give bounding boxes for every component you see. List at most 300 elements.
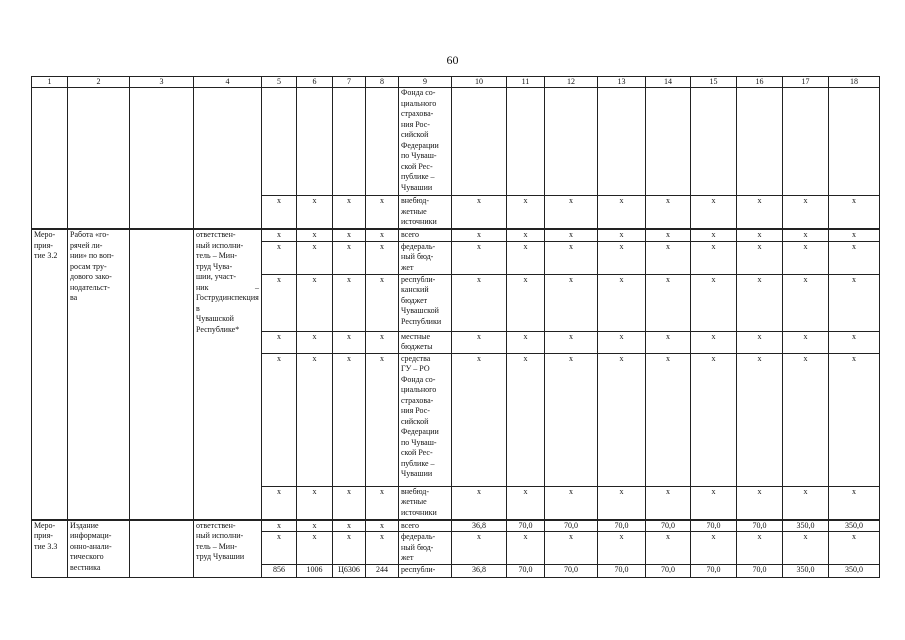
amount-cell [829,520,880,532]
cell-text: 9 [423,77,427,86]
budget-code-cell [333,274,366,331]
responsible-executor [194,229,262,520]
cell-text: x [277,196,281,205]
amount-cell [691,274,737,331]
cell-text: x [619,532,624,541]
cell-text: x [757,196,762,205]
cell-text: x [711,353,716,363]
responsible-executor [194,520,262,578]
amount-cell [507,486,545,520]
column-number-5 [262,77,297,88]
budget-code-cell [366,229,399,241]
cell-text: Издание информаци- онно-анали- тического вестника [70,520,112,572]
cell-text: x [757,353,762,363]
budget-code-cell [262,353,297,486]
amount-cell [598,564,646,577]
cell-text: x [803,331,808,341]
amount-cell [783,229,829,241]
funding-source [399,532,452,565]
cell-text: x [711,532,716,541]
cell-text: x [666,532,670,541]
cell-text: x [312,520,317,530]
cell-text: x [852,241,856,251]
cell-text: x [711,274,716,284]
amount-cell [507,564,545,577]
cell-text: x [711,331,716,341]
cell-text: средства ГУ – РО Фонда со- циального страхова- ния Рос- сийской Федерации по Чуваш- ской Рес- публике – Чувашии [401,353,439,478]
cell-text: x [380,196,384,205]
funding-source [399,229,452,241]
column-number-1 [32,77,68,88]
cell-text: x [666,241,670,251]
cell-text: x [619,196,624,205]
budget-code-cell [333,486,366,520]
cell-text: x [277,532,281,541]
cell-text: x [523,331,528,341]
cell-text: местные бюджеты [401,331,433,351]
amount-cell [737,353,783,486]
cell-text: x [757,241,762,251]
cell-text: 70,0 [518,564,533,574]
amount-cell [737,196,783,230]
cell-text: x [569,331,573,341]
cell-text: x [803,532,808,541]
cell-text: x [619,274,624,284]
amount-cell [507,88,545,196]
cell-text: x [277,331,281,341]
funding-source [399,353,452,486]
budget-code-cell [333,520,366,532]
cell-text: 14 [664,77,672,86]
amount-cell [691,331,737,353]
cell-text: всего [401,230,420,239]
amount-cell [598,353,646,486]
cell-text: 70,0 [564,520,578,530]
cell-text: 350,0 [796,564,815,574]
cell-text: 350,0 [796,520,815,530]
amount-cell [737,274,783,331]
cell-text: x [523,196,528,205]
cell-text: x [569,353,573,363]
header-row [32,77,880,88]
amount-cell [545,532,598,565]
cell-text: 6 [312,77,317,86]
amount-cell [452,532,507,565]
amount-cell [507,331,545,353]
budget-code-cell [297,331,333,353]
budget-code-cell [297,241,333,274]
column-number-8 [366,77,399,88]
table-row [32,88,880,196]
table-row [32,520,880,532]
amount-cell [545,353,598,486]
amount-cell [646,274,691,331]
cell-text: x [757,331,762,341]
amount-cell [737,331,783,353]
cell-text: федераль- ный бюд- жет [401,532,436,562]
amount-cell [691,564,737,577]
cell-text: x [852,196,856,205]
amount-cell [452,274,507,331]
budget-table [31,76,880,578]
cell-text: x [569,274,573,284]
cell-text: республи- канский бюджет Чувашской Республики [401,274,442,326]
cell-text: ответствен- ный исполни- тель – Мин- труд Чува- шии, участ- ник – Гострудинспекция в Чувашской Республике* [196,230,259,334]
amount-cell [545,274,598,331]
budget-code-cell [333,331,366,353]
amount-cell [598,274,646,331]
amount-cell [545,486,598,520]
cell-text: ответствен- ный исполни- тель – Мин- труд Чувашии [196,520,245,561]
amount-cell [598,331,646,353]
cell-text: 4 [225,77,230,86]
column-number-4 [194,77,262,88]
cell-text: 3 [159,77,164,86]
amount-cell [646,486,691,520]
cell-text: x [666,486,670,496]
cell-text: x [523,532,528,541]
amount-cell [737,564,783,577]
column-number-16 [737,77,783,88]
amount-cell [452,520,507,532]
budget-code-cell [366,520,399,532]
cell-text: x [569,241,573,251]
cell-text: федераль- ный бюд- жет [401,241,436,272]
cell-text: x [347,486,351,496]
cell-text: 70,0 [706,564,721,574]
cell-text: x [312,353,317,363]
cell-text: Фонда со- циального страхова- ния Рос- сийской Федерации по Чуваш- ской Рес- публике – Чувашии [401,88,439,192]
cell-text: 2 [96,77,101,86]
column-number-7 [333,77,366,88]
amount-cell [829,331,880,353]
amount-cell [691,241,737,274]
cell-text: 18 [850,77,858,86]
amount-cell [507,196,545,230]
cell-text: x [852,532,856,541]
cell-text: x [711,241,716,251]
cell-text: x [666,230,670,239]
cell-text: x [380,241,384,251]
cell-text: x [852,274,856,284]
budget-code-cell [333,229,366,241]
amount-cell [452,331,507,353]
amount-cell [545,241,598,274]
amount-cell [829,229,880,241]
cell-text: x [477,241,481,251]
cell-text: x [523,353,528,363]
cell-text: x [852,331,856,341]
amount-cell [737,241,783,274]
amount-cell [691,486,737,520]
cell-text: внебюд- жетные источники [401,196,437,226]
amount-cell [829,532,880,565]
cell-text: x [757,532,762,541]
cell-text: x [347,274,351,284]
amount-cell [691,196,737,230]
amount-cell [737,520,783,532]
budget-code-cell [333,241,366,274]
column-number-2 [68,77,130,88]
budget-code-cell [366,274,399,331]
amount-cell [737,532,783,565]
amount-cell [783,353,829,486]
cell-text: x [312,196,317,205]
amount-cell [507,532,545,565]
amount-cell [646,88,691,196]
cell-text: x [666,196,670,205]
budget-code-cell [366,241,399,274]
amount-cell [646,564,691,577]
amount-cell [598,532,646,565]
funding-source [399,196,452,230]
cell-text: 10 [475,77,483,86]
amount-cell [598,196,646,230]
cell-text: x [277,274,281,284]
table-row [32,229,880,241]
amount-cell [646,520,691,532]
cell-text: 5 [277,77,281,86]
cell-text: x [347,241,351,251]
cell-text: x [803,274,808,284]
cell-text: x [619,230,624,239]
cell-text: Меро- прия- тие 3.3 [34,520,58,551]
column-number-3 [130,77,194,88]
cell-text: x [380,230,384,239]
amount-cell [646,229,691,241]
cell-text: x [380,274,384,284]
cell-text: x [523,486,528,496]
budget-code-cell [262,196,297,230]
amount-cell [598,88,646,196]
cell-text: x [347,532,351,541]
cell-text: 70,0 [661,520,675,530]
funding-source [399,564,452,577]
budget-code-cell [262,274,297,331]
cell-text: x [619,353,624,363]
column-number-11 [507,77,545,88]
amount-cell [507,241,545,274]
cell-text: 13 [617,77,626,86]
cell-text: x [380,353,384,363]
budget-code-cell [262,229,297,241]
budget-code-cell [366,532,399,565]
amount-cell [691,88,737,196]
cell-text: x [277,241,281,251]
budget-code-cell [262,88,297,196]
cell-text: республи- [401,564,436,574]
cell-text: x [477,486,481,496]
budget-code-cell [366,353,399,486]
budget-code-cell [333,532,366,565]
cell-text: x [477,532,481,541]
cell-text: x [277,520,281,530]
budget-code-cell [297,486,333,520]
cell-text: 1006 [306,564,323,574]
cell-text: x [312,230,317,239]
amount-cell [545,196,598,230]
cell-text: x [347,331,351,341]
cell-text: x [477,196,481,205]
amount-cell [783,486,829,520]
budget-code-cell [262,241,297,274]
amount-cell [452,196,507,230]
amount-cell [545,564,598,577]
budget-code-cell [297,88,333,196]
amount-cell [691,353,737,486]
measure-goal [130,229,194,520]
column-number-17 [783,77,829,88]
amount-cell [829,353,880,486]
cell-text: 70,0 [752,520,767,530]
cell-text: x [803,353,808,363]
column-number-14 [646,77,691,88]
cell-text: x [312,331,317,341]
column-number-9 [399,77,452,88]
funding-source [399,520,452,532]
amount-cell [783,564,829,577]
amount-cell [646,532,691,565]
cell-text: x [852,486,856,496]
cell-text: Меро- прия- тие 3.2 [34,230,58,260]
page-number: 60 [446,53,459,67]
cell-text: x [523,274,528,284]
cell-text: x [757,230,762,239]
budget-code-cell [333,353,366,486]
measure-goal [130,520,194,578]
amount-cell [507,353,545,486]
column-number-18 [829,77,880,88]
cell-text: x [711,196,716,205]
cell-text: 7 [347,77,351,86]
amount-cell [646,241,691,274]
cell-text: внебюд- жетные источники [401,486,437,517]
budget-code-cell [333,196,366,230]
cell-text: x [477,331,481,341]
amount-cell [783,241,829,274]
cell-text: x [803,230,808,239]
cell-text: x [852,353,856,363]
cell-text: 11 [521,77,530,86]
budget-code-cell [297,196,333,230]
cell-text: 350,0 [845,564,863,574]
amount-cell [737,88,783,196]
budget-code-cell [297,353,333,486]
cell-text: x [711,230,716,239]
cell-text: x [312,532,317,541]
budget-code-cell [366,564,399,577]
cell-text: x [312,274,317,284]
amount-cell [598,520,646,532]
cell-text: 8 [380,77,384,86]
cell-text: x [803,486,808,496]
amount-cell [829,88,880,196]
amount-cell [829,486,880,520]
amount-cell [452,241,507,274]
cell-text: x [277,486,281,496]
budget-code-cell [366,196,399,230]
cell-text: x [380,532,384,541]
empty-cell [32,88,68,230]
measure-number [32,229,68,520]
budget-code-cell [262,520,297,532]
amount-cell [452,486,507,520]
empty-cell [130,88,194,230]
amount-cell [783,520,829,532]
amount-cell [598,486,646,520]
amount-cell [507,229,545,241]
budget-code-cell [297,274,333,331]
cell-text: x [380,520,384,530]
column-number-12 [545,77,598,88]
cell-text: 70,0 [661,564,675,574]
amount-cell [783,88,829,196]
empty-cell [194,88,262,230]
cell-text: 1 [47,77,52,86]
cell-text: x [277,230,281,239]
cell-text: x [523,230,528,239]
cell-text: x [852,230,856,239]
cell-text: x [666,274,670,284]
amount-cell [507,274,545,331]
amount-cell [783,274,829,331]
amount-cell [783,532,829,565]
cell-text: x [277,353,281,363]
measure-number [32,520,68,578]
budget-code-cell [297,532,333,565]
cell-text: всего [401,520,420,530]
amount-cell [452,564,507,577]
amount-cell [646,196,691,230]
empty-cell [68,88,130,230]
amount-cell [737,486,783,520]
amount-cell [737,229,783,241]
cell-text: x [711,486,716,496]
budget-code-cell [297,564,333,577]
funding-source [399,331,452,353]
cell-text: 244 [376,564,388,574]
amount-cell [452,353,507,486]
cell-text: 350,0 [845,520,863,530]
cell-text: x [757,274,762,284]
amount-cell [829,564,880,577]
cell-text: x [347,353,351,363]
cell-text: 12 [567,77,575,86]
amount-cell [598,229,646,241]
amount-cell [691,229,737,241]
cell-text: 70,0 [706,520,721,530]
cell-text: 856 [273,564,285,574]
cell-text: x [619,486,624,496]
budget-code-cell [366,88,399,196]
cell-text: 70,0 [614,520,629,530]
cell-text: x [619,241,624,251]
cell-text: x [757,486,762,496]
cell-text: 17 [801,77,810,86]
column-number-10 [452,77,507,88]
cell-text: Ц6306 [338,564,360,574]
cell-text: x [523,241,528,251]
funding-source [399,88,452,196]
budget-code-cell [297,520,333,532]
cell-text: x [666,331,670,341]
cell-text: x [347,196,351,205]
cell-text: 70,0 [564,564,578,574]
cell-text: 16 [755,77,764,86]
funding-source [399,274,452,331]
measure-name [68,229,130,520]
cell-text: x [477,353,481,363]
